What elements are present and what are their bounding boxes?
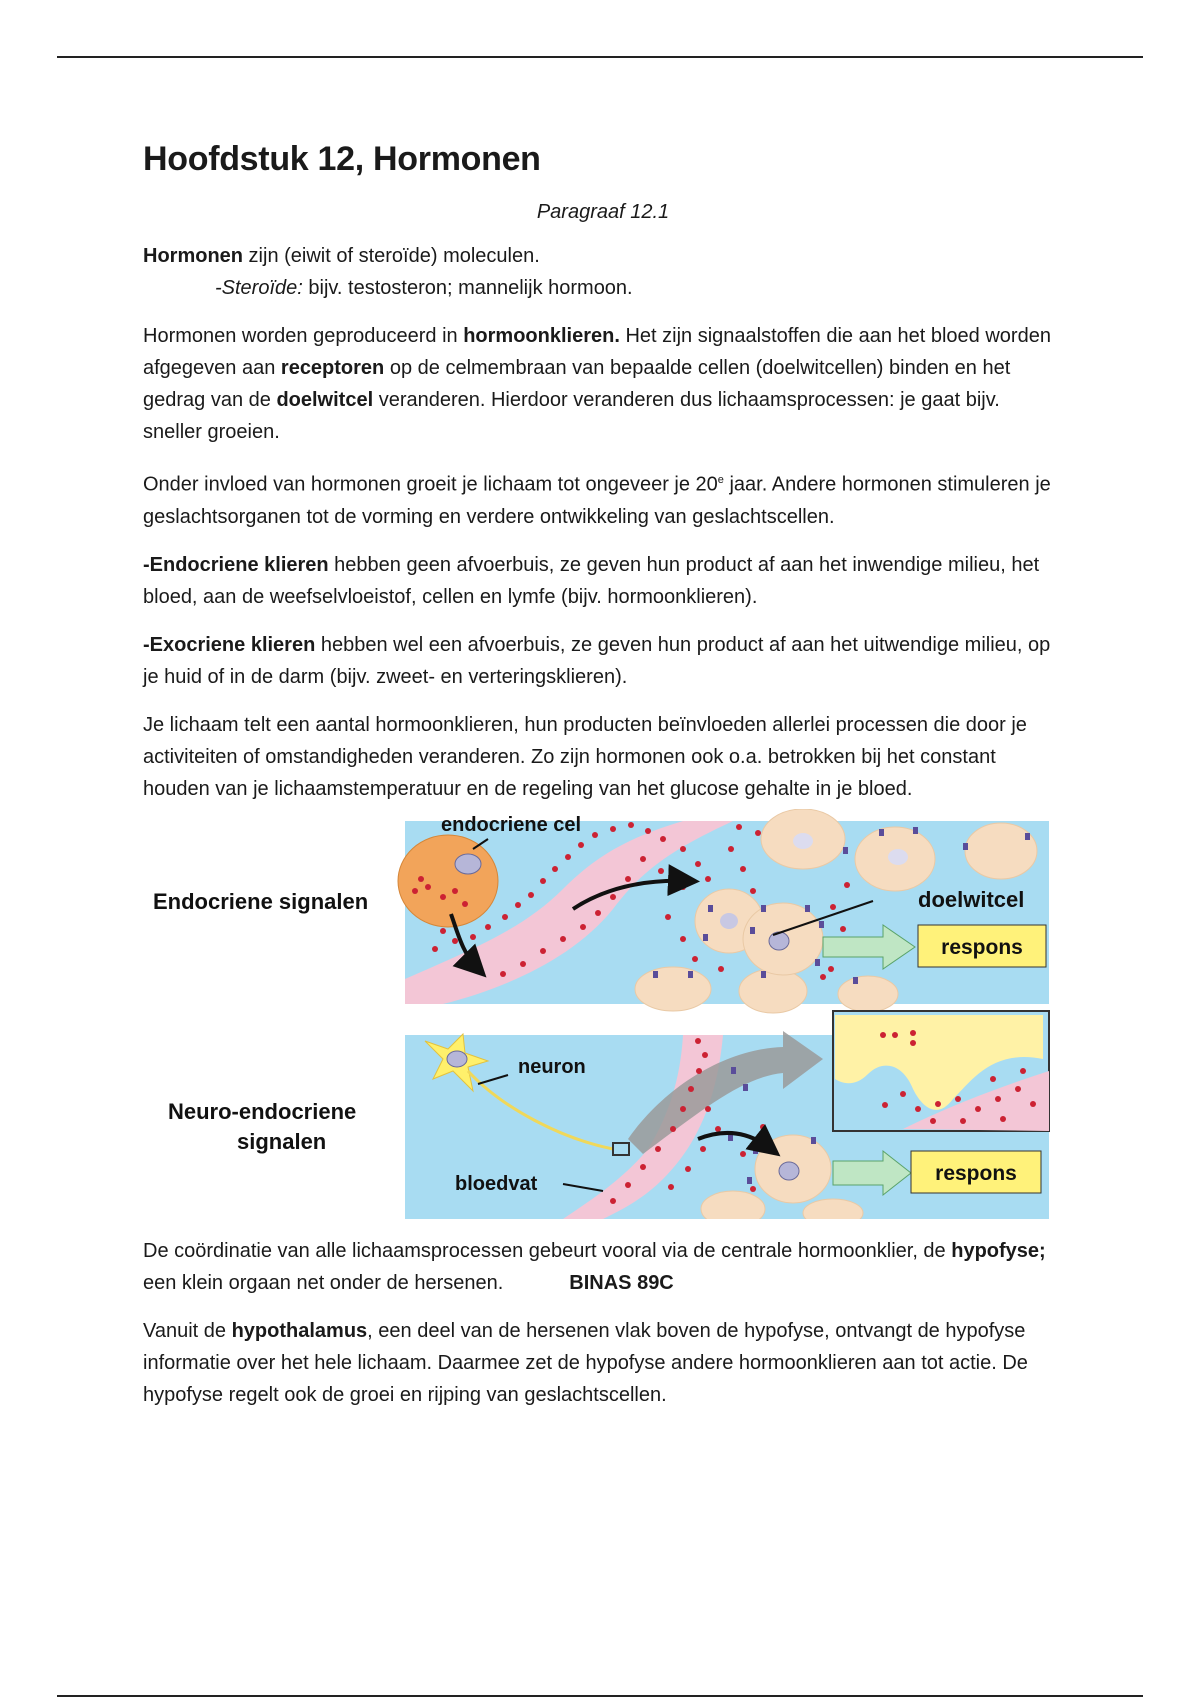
text-span: hebben geen afvoerbuis, ze geven hun product af aan het inwendige milieu, het bloed, aan de weefselvloeistof, cellen en lymfe (bijv. hormoonklieren). bbox=[143, 553, 1040, 608]
text-span: Het zijn signaalstoffen die aan het bloed worden afgegeven aan bbox=[143, 325, 1051, 379]
top-rule bbox=[57, 56, 1143, 58]
text-span: hebben wel een afvoerbuis, ze geven hun product af aan het uitwendige milieu, op je huid of in de darm (bijv. zweet- en verteringsklieren). bbox=[143, 633, 1051, 688]
paragraph-hormones-text: zijn (eiwit of steroïde) moleculen. bbox=[243, 245, 540, 267]
text-span: op de celmembraan van bepaalde cellen (doelwitcellen) binden en het gedrag van de bbox=[143, 357, 1011, 411]
neuroendocrine-panel bbox=[405, 1011, 1049, 1219]
paragraph-hypothalamus bbox=[143, 1315, 1063, 1411]
binas-reference: BINAS 89C bbox=[569, 1271, 674, 1294]
text-span: , een deel van de hersenen vlak boven de hypofyse, ontvangt de hypofyse informatie over het hele lichaam. Daarmee zet de hypofyse andere hormoonklieren aan tot actie. De hypofyse regelt ook de groei en rijping van geslachtscellen. bbox=[143, 1319, 1028, 1406]
paragraph-exocrine bbox=[143, 629, 1063, 693]
label-blood-vessel: bloedvat bbox=[455, 1172, 538, 1195]
paragraph-steroid-text: bijv. testosteron; mannelijk hormoon. bbox=[302, 277, 633, 299]
nucleus bbox=[455, 854, 481, 874]
paragraph-glands: Je lichaam telt een aantal hormoonklieren, hun producten beïnvloeden allerlei processen die door je activiteiten of omstandigheden veranderen. Zo zijn hormonen ook o.a. betrokken bij het constant houden van je lichaamstemperatuur en de regeling van het glucose gehalte in je bloed. bbox=[143, 713, 1027, 800]
label-endocrine-cell: endocriene cel bbox=[441, 813, 582, 836]
text-span: Vanuit de bbox=[143, 1319, 232, 1342]
term-doelwitcel: doelwitcel bbox=[276, 389, 374, 411]
term-exocriene-klieren: -Exocriene klieren bbox=[143, 633, 316, 656]
cell bbox=[965, 823, 1037, 879]
label-neuro-endocrine-2: signalen bbox=[237, 1128, 327, 1154]
document-body bbox=[143, 140, 1063, 1427]
term-receptoren: receptoren bbox=[280, 357, 385, 379]
signaling-figure bbox=[143, 809, 1063, 1219]
signaling-diagram bbox=[143, 809, 1063, 1219]
nucleus bbox=[888, 849, 908, 865]
nucleus bbox=[793, 833, 813, 849]
label-neuro-endocrine-1: Neuro-endocriene bbox=[168, 1098, 357, 1124]
paragraph-steroid bbox=[143, 272, 1063, 304]
label-response-2: respons bbox=[935, 1161, 1017, 1185]
label-target-cell: doelwitcel bbox=[918, 886, 1025, 912]
label-response-1: respons bbox=[941, 935, 1023, 959]
paragraph-hypofyse bbox=[143, 1235, 1063, 1299]
nucleus bbox=[769, 932, 789, 950]
text-span: jaar. Andere hormonen stimuleren je geslachtsorganen tot de vorming en verdere ontwikkeling van geslachtscellen. bbox=[143, 473, 1051, 528]
endocrine-panel bbox=[398, 809, 1049, 1013]
label-endocrine-signals: Endocriene signalen bbox=[153, 888, 369, 914]
text-span: De coördinatie van alle lichaamsprocessen gebeurt vooral via de centrale hormoonklier, de bbox=[143, 1239, 952, 1262]
nucleus bbox=[779, 1162, 799, 1180]
bottom-rule bbox=[57, 1695, 1143, 1697]
text-span: Hormonen worden geproduceerd in bbox=[143, 325, 464, 347]
text-span: Onder invloed van hormonen groeit je lichaam tot ongeveer je 20 bbox=[143, 473, 718, 496]
term-steroid: -Steroïde: bbox=[215, 277, 303, 299]
cell bbox=[635, 967, 711, 1011]
paragraph-growth bbox=[143, 464, 1063, 533]
nucleus bbox=[720, 913, 738, 929]
paragraph-endocrine bbox=[143, 549, 1063, 613]
page-title: Hoofdstuk 12, Hormonen bbox=[143, 140, 541, 178]
paragraph-hormones bbox=[143, 240, 1063, 272]
section-subtitle: Paragraaf 12.1 bbox=[536, 201, 670, 223]
paragraph-production bbox=[143, 320, 1063, 448]
endocrine-cell bbox=[398, 835, 498, 927]
term-endocriene-klieren: -Endocriene klieren bbox=[143, 553, 329, 576]
superscript: e bbox=[717, 474, 724, 486]
term-hypothalamus: hypothalamus bbox=[231, 1319, 368, 1342]
term-hormoonklieren: hormoonklieren. bbox=[463, 325, 620, 347]
cell bbox=[739, 969, 807, 1013]
label-neuron: neuron bbox=[518, 1055, 586, 1078]
text-span: veranderen. Hierdoor veranderen dus lichaamsprocessen: je gaat bijv. sneller groeien. bbox=[143, 389, 1000, 443]
cell bbox=[838, 976, 898, 1012]
term-hormones: Hormonen bbox=[143, 245, 243, 267]
text-span: een klein orgaan net onder de hersenen. bbox=[143, 1271, 504, 1294]
term-hypofyse: hypofyse; bbox=[951, 1239, 1046, 1262]
